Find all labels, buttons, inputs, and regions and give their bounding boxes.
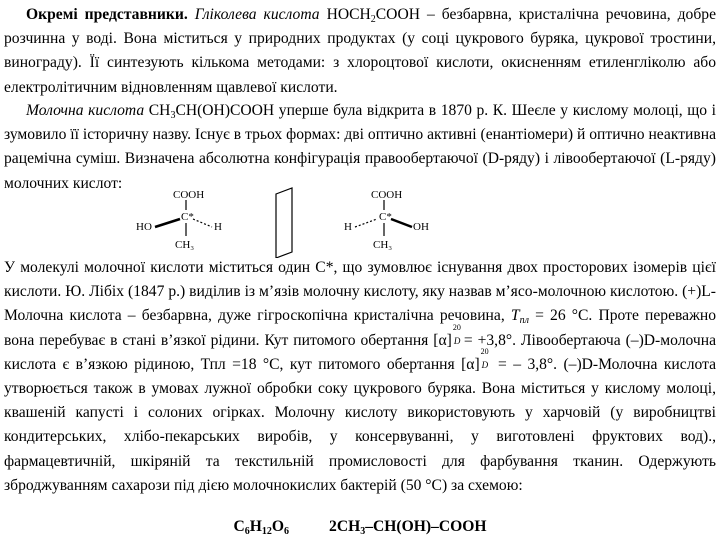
lactic-acid-enantiomers-figure [130,186,440,258]
paragraph-glycolic-acid [4,3,716,100]
specific-rotation-symbol: [α] 20 D [433,322,461,349]
paragraph-lactic-acid [4,99,716,196]
reactant-formula: $C_6H_{12}O_6$ [233,518,290,537]
right-right-group: OH [413,221,429,233]
melting-point-symbol: $Т_{пл}$ [510,307,529,327]
left-chiral-center: C* [181,211,194,223]
right-top-group: COOH [371,189,403,201]
right-enantiomer [344,189,429,251]
left-top-group: COOH [173,189,205,201]
glycolic-text: – безбарвна, кристалічна речовина, добре розчинна у воді. Вона міститься у природних продуктах (у соці цукрового буряка, цукрової тростини, винограду). Її синтезують кількома методами: з хлороцтової кислоти, окисненням етиленгліколю або електролітичним відновленням щавлевої кислоти. [4,6,716,96]
lactic-text: уперше була відкрита в 1870 р. К. Шеєле у кислому молоці, що і зумовило її історичну назву. Існує в трьох формах: дві оптично активні (енантіомери) й оптично неактивна рацемічна суміш. Визначена абсолютна конфігурація правообертаючої (D-ряду) і лівообертаючої (L-ряду) молочних кислот: [4,102,716,192]
left-right-group: H [214,221,222,233]
right-chiral-center: C* [379,211,392,223]
left-bottom-group: CH₃ [175,239,195,251]
left-enantiomer [136,189,222,251]
fermentation-equation [0,516,720,538]
mirror-plane-icon [276,188,292,258]
left-left-group: HO [136,221,152,233]
paragraph-lactic-isomers: У молекулі молочної кислоти міститься один С*, що зумовлює існування двох просторових ізомерів цієї кислоти. Ю. Лібіх (1847 р.) виділив із м’язів молочну кислоту, яку назвав м’ясо-молочною кислотою. (+)L-Молочна кислота – безбарвна, дуже гігроскопічна кристалічна речовина, $Т_{пл} = 26$ °С. Проте переважно вона перебуває в стані в’язкої рідини. Кут питомого обертання [α] 20 D = +3,8°. Лівообертаюча (–)D-молочна кислота є в’язкою рідиною, Тпл =18 °С, кут питомого обертання [α] 20 D = – 3,8°. (–)D-Молочна кислота утворюється також в умовах лужної обробки соку цукрового буряка. Вона міститься у кислому молоці, квашеній капусті і солоних огірках. Молочну кислоту використовують у харчовій (у виробництві кондитерських, хлібо-пекарських виробів, у консервуванні, у виготовлені фруктових вод)., фармацевтичній, шкіряній та текстильній промисловості для фарбування тканин. Одержують зброджуванням сахарози під дією молочнокислих бактерій (50 °С) за схемою: [4,259,716,494]
specific-rotation-symbol-2: [α] 20 D [461,346,489,373]
lactic-formula: $CH_3CH(OH)COOH$ [148,102,275,121]
glycolic-formula: $HOCH_2COOH$ [326,6,420,25]
melting-point-label: Тпл [200,355,226,373]
right-left-group: H [344,221,352,233]
glycolic-acid-name: Гліколева кислота [194,6,320,23]
lactic-acid-name: Молочна кислота [26,102,145,119]
right-bottom-group: CH₃ [373,239,393,251]
product-formula: $2CH_3-CH(OH)$–COOH [329,518,487,537]
section-title: Окремі представники. [26,6,188,23]
